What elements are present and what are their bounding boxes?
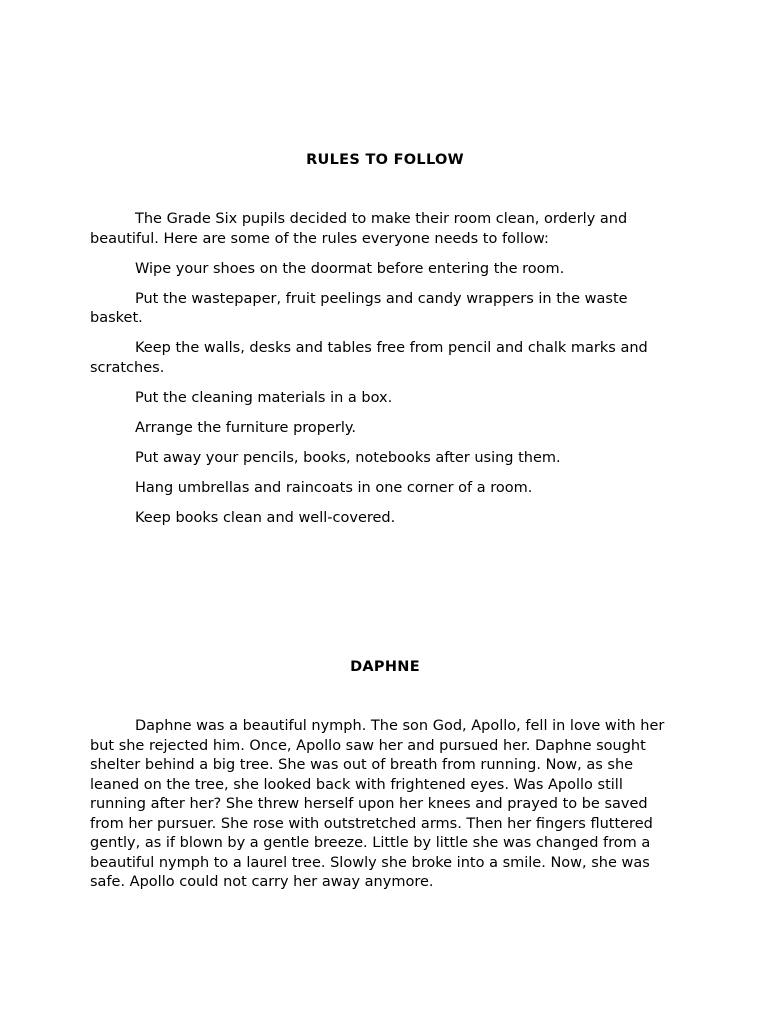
daphne-section [90,657,680,903]
rules-body [90,210,680,528]
rule-item: Arrange the furniture properly. [135,419,357,436]
rule-item: Put away your pencils, books, notebooks after using them. [135,449,561,466]
rule-item: Put the wastepaper, fruit peelings and candy wrappers in the waste basket. [90,290,628,326]
rule-item: Keep books clean and well-covered. [135,509,396,526]
daphne-title: DAPHNE [350,659,420,675]
rule-item: Hang umbrellas and raincoats in one corner of a room. [135,479,533,496]
rules-section [90,150,680,539]
rule-item: Wipe your shoes on the doormat before entering the room. [135,260,565,277]
daphne-body [90,717,680,893]
daphne-story-paragraph: Daphne was a beautiful nymph. The son God, Apollo, fell in love with her but she rejected him. Once, Apollo saw her and pursued her. Daphne sought shelter behind a big tree. She was out of breath from running. Now, as she leaned on the tree, she looked back with frightened eyes. Was Apollo still running after her? She threw herself upon her knees and prayed to be saved from her pursuer. She rose with outstretched arms. Then her fingers fluttered gently, as if blown by a gentle breeze. Little by little she was changed from a beautiful nymph to a laurel tree. Slowly she broke into a smile. Now, she was safe. Apollo could not carry her away anymore. [90,718,665,890]
rules-title: RULES TO FOLLOW [306,152,464,168]
rules-intro-paragraph: The Grade Six pupils decided to make their room clean, orderly and beautiful. Here are some of the rules everyone needs to follow: [90,211,628,247]
rule-item: Put the cleaning materials in a box. [135,389,393,406]
rule-item: Keep the walls, desks and tables free from pencil and chalk marks and scratches. [90,340,648,376]
